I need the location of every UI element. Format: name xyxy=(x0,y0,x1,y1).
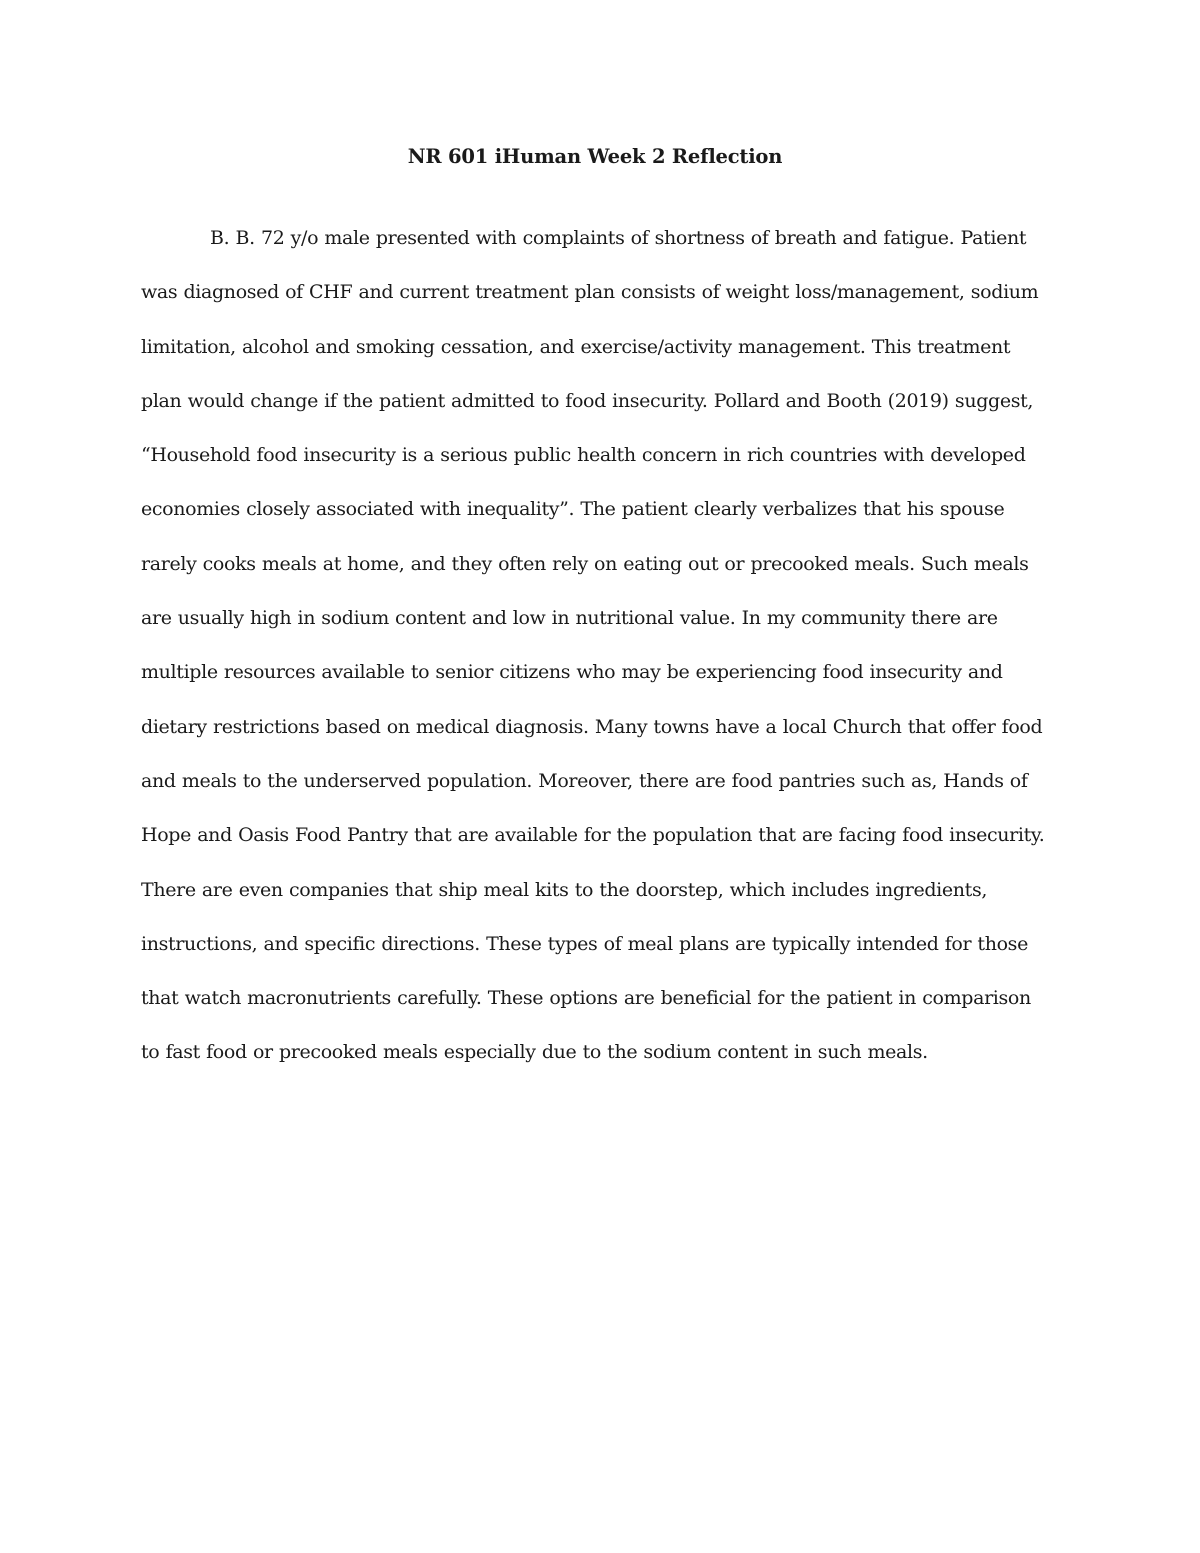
paragraph-line: limitation, alcohol and smoking cessation, and exercise/activity management. This treatment xyxy=(141,335,1011,358)
paragraph-line: that watch macronutrients carefully. These options are beneficial for the patient in comparison xyxy=(141,987,1031,1010)
paragraph-line: “Household food insecurity is a serious public health concern in rich countries with developed xyxy=(141,444,1026,467)
reflection-paragraph xyxy=(141,224,1081,1093)
paragraph-line: economies closely associated with inequality”. The patient clearly verbalizes that his spouse xyxy=(141,498,1005,521)
paragraph-line: are usually high in sodium content and low in nutritional value. In my community there are xyxy=(141,607,998,630)
paragraph-line: instructions, and specific directions. These types of meal plans are typically intended for those xyxy=(141,932,1028,955)
paragraph-line: Hope and Oasis Food Pantry that are available for the population that are facing food insecurity. xyxy=(141,824,1045,847)
paragraph-line: B. B. 72 y/o male presented with complaints of shortness of breath and fatigue. Patient xyxy=(210,227,1027,249)
paragraph-line: plan would change if the patient admitted to food insecurity. Pollard and Booth (2019) suggest, xyxy=(141,389,1034,412)
paragraph-line: There are even companies that ship meal kits to the doorstep, which includes ingredients, xyxy=(141,878,988,901)
paragraph-line: to fast food or precooked meals especially due to the sodium content in such meals. xyxy=(141,1041,928,1064)
paragraph-line: dietary restrictions based on medical diagnosis. Many towns have a local Church that offer food xyxy=(141,715,1043,738)
paragraph-line: and meals to the underserved population. Moreover, there are food pantries such as, Hands of xyxy=(141,769,1028,792)
document-title: NR 601 iHuman Week 2 Reflection xyxy=(407,145,783,168)
paragraph-line: was diagnosed of CHF and current treatment plan consists of weight loss/management, sodium xyxy=(141,281,1039,304)
paragraph-line: multiple resources available to senior citizens who may be experiencing food insecurity and xyxy=(141,661,1003,684)
paragraph-line: rarely cooks meals at home, and they often rely on eating out or precooked meals. Such meals xyxy=(141,552,1029,575)
